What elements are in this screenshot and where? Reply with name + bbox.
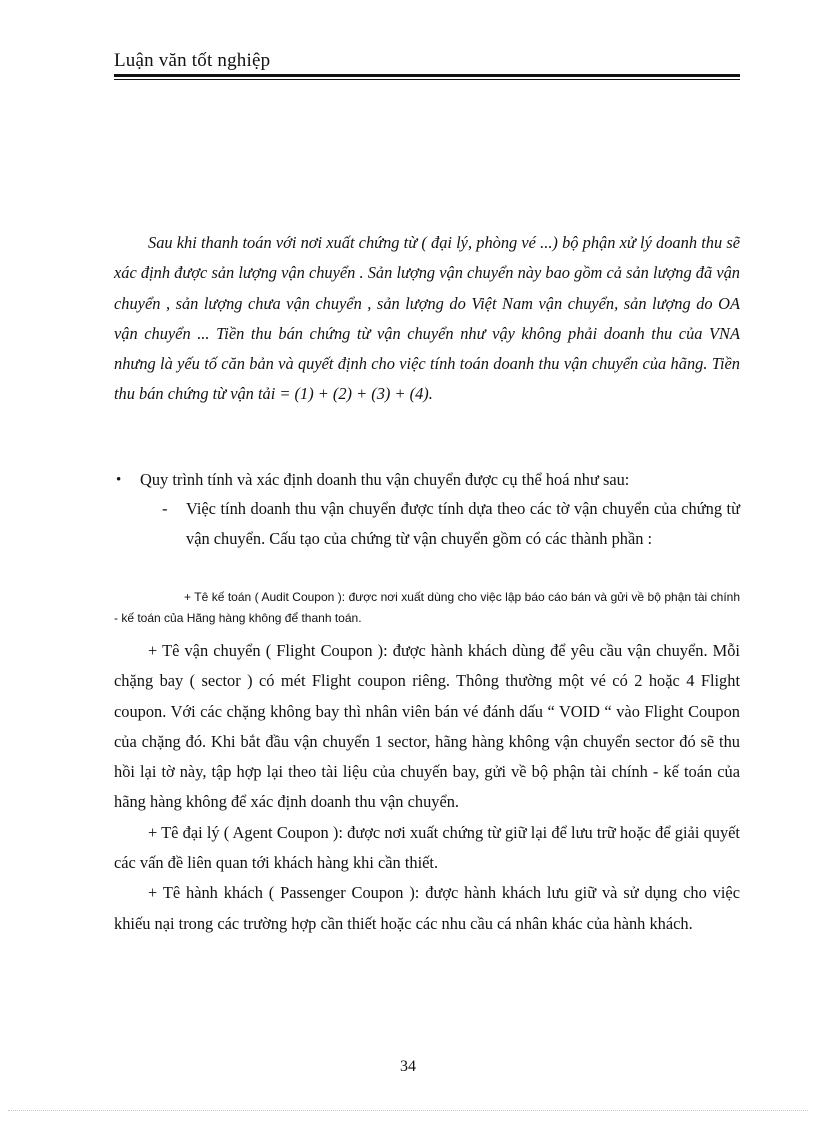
passenger-coupon-paragraph: + Tê hành khách ( Passenger Coupon ): được hành khách lưu giữ và sử dụng cho việc khiếu nại trong các trường hợp cần thiết hoặc các nhu cầu cá nhân khác của hành khách. bbox=[114, 883, 740, 933]
coupon-list bbox=[114, 636, 740, 939]
footer-dotted-line bbox=[8, 1110, 808, 1111]
flight-coupon-paragraph: + Tê vận chuyển ( Flight Coupon ): được hành khách dùng để yêu cầu vận chuyển. Mỗi chặng bay ( sector ) có mét Flight coupon riêng. Thông thường một vé có 2 hoặc 4 Flight coupon. Với các chặng không bay thì nhân viên bán vé đánh dấu “ VOID “ vào Flight Coupon của chặng đó. Khi bắt đầu vận chuyển 1 sector, hãng hàng không vận chuyển sector đó sẽ thu hồi lại tờ này, tập hợp lại theo tài liệu của chuyến bay, gửi về bộ phận tài chính - kế toán của hãng hàng không để xác định doanh thu vận chuyển. bbox=[114, 641, 740, 812]
dash-marker: - bbox=[162, 499, 168, 518]
header-rule-thin bbox=[114, 79, 740, 80]
audit-coupon-paragraph: + Tê kế toán ( Audit Coupon ): được nơi xuất dùng cho việc lập báo cáo bán và gửi về bộ phận tài chính - kế toán của Hãng hàng không để thanh toán. bbox=[114, 590, 740, 625]
intro-paragraph: Sau khi thanh toán với nơi xuất chứng từ ( đại lý, phòng vé ...) bộ phận xử lý doanh thu sẽ xác định được sản lượng vận chuyển . Sản lượng vận chuyển này bao gồm cả sản lượng đã vận chuyển , sản lượng chưa vận chuyển , sản lượng do Việt Nam vận chuyển, sản lượng do OA vận chuyển ... Tiền thu bán chứng từ vận chuyển như vậy không phải doanh thu của VNA nhưng là yếu tố căn bản và quyết định cho việc tính toán doanh thu vận chuyển của hãng. Tiền thu bán chứng từ vận tải = (1) + (2) + (3) + (4). bbox=[114, 233, 740, 404]
bullet-icon: • bbox=[116, 472, 122, 488]
dash-item-text: Việc tính doanh thu vận chuyển được tính dựa theo các tờ vận chuyển của chứng từ vận chuyển. Cấu tạo của chứng từ vận chuyển gồm có các thành phần : bbox=[186, 499, 740, 548]
header-rule-thick bbox=[114, 74, 740, 77]
page-number: 34 bbox=[400, 1058, 416, 1075]
header-title: Luận văn tốt nghiệp bbox=[114, 50, 271, 71]
bullet-text: Quy trình tính và xác định doanh thu vận chuyển được cụ thể hoá như sau: bbox=[140, 470, 630, 489]
agent-coupon-paragraph: + Tê đại lý ( Agent Coupon ): được nơi xuất chứng từ giữ lại để lưu trữ hoặc để giải quyết các vấn đề liên quan tới khách hàng khi cần thiết. bbox=[114, 822, 740, 873]
